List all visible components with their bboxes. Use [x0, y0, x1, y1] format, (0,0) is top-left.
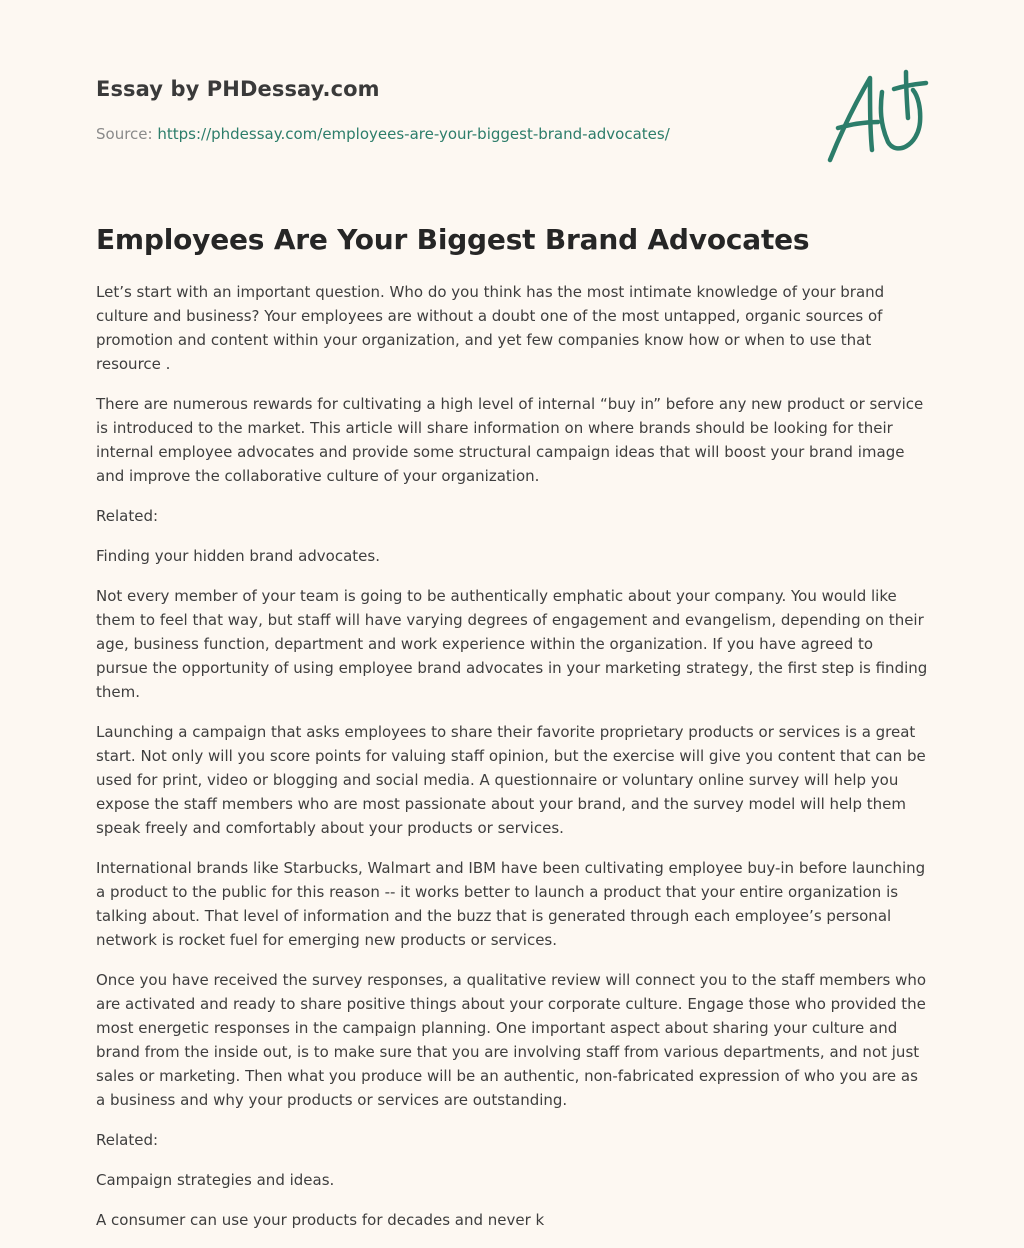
related-label: Related:: [96, 507, 159, 526]
paragraph: Not every member of your team is going to be authentically emphatic about your company. You would like them to feel that way, but staff will have varying degrees of engagement and evangelism, depending on their age, business function, department and work experience within the organization. If you have agreed to pursue the opportunity of using employee brand advocates in your marketing strategy, the first step is finding them.: [96, 587, 928, 702]
essay-header: [96, 77, 936, 143]
site-title: Essay by PHDessay.com: [96, 77, 380, 101]
source-label: Source:: [96, 125, 153, 143]
article: [96, 222, 928, 1248]
source-link[interactable]: https://phdessay.com/employees-are-your-biggest-brand-advocates/: [157, 125, 670, 143]
source-line: [96, 125, 670, 143]
paragraph: Once you have received the survey responses, a qualitative review will connect you to the staff members who are activated and ready to share positive things about your corporate culture. Engage those who provided the most energetic responses in the campaign planning. One important aspect about sharing your culture and brand from the inside out, is to make sure that you are involving staff from various departments, and not just sales or marketing. Then what you produce will be an authentic, non-fabricated expression of who you are as a business and why your products or services are outstanding.: [96, 971, 927, 1110]
a-plus-grade-icon: [820, 64, 932, 168]
paragraph-truncated: A consumer can use your products for decades and never k: [96, 1211, 545, 1230]
paragraph: International brands like Starbucks, Walmart and IBM have been cultivating employee buy-in before launching a product to the public for this reason -- it works better to launch a product that your entire organization is talking about. That level of information and the buzz that is generated through each employee’s personal network is rocket fuel for emerging new products or services.: [96, 859, 926, 950]
paragraph: There are numerous rewards for cultivating a high level of internal “buy in” before any new product or service is introduced to the market. This article will share information on where brands should be looking for their internal employee advocates and provide some structural campaign ideas that will boost your brand image and improve the collaborative culture of your organization.: [96, 395, 924, 486]
paragraph: Launching a campaign that asks employees to share their favorite proprietary products or services is a great start. Not only will you score points for valuing staff opinion, but the exercise will give you content that can be used for print, video or blogging and social media. A questionnaire or voluntary online survey will help you expose the staff members who are most passionate about your brand, and the survey model will help them speak freely and comfortably about your products or services.: [96, 723, 926, 838]
related-label: Related:: [96, 1131, 159, 1150]
paragraph: Let’s start with an important question. Who do you think has the most intimate knowledge of your brand culture and business? Your employees are without a doubt one of the most untapped, organic sources of promotion and content within your organization, and yet few companies know how or when to use that resource .: [96, 283, 885, 374]
section-heading: Campaign strategies and ideas.: [96, 1171, 335, 1190]
section-heading: Finding your hidden brand advocates.: [96, 547, 380, 566]
article-title: Employees Are Your Biggest Brand Advocates: [96, 223, 810, 256]
